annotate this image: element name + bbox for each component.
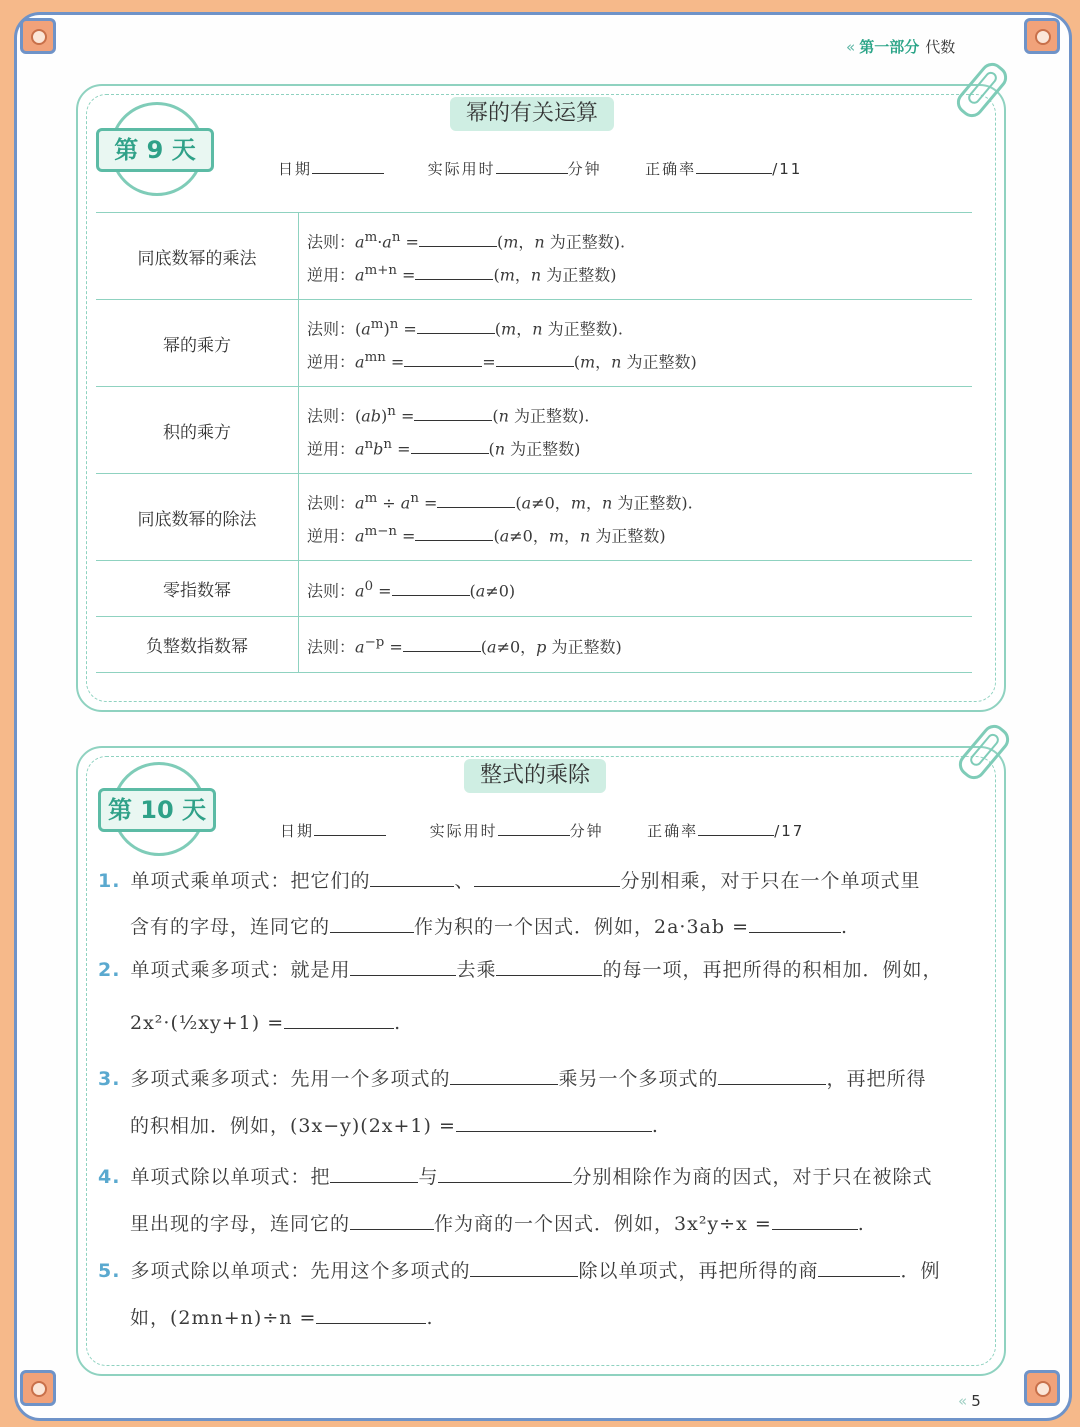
answer-blank[interactable] [419, 246, 497, 247]
question-5-line2 [130, 1305, 434, 1331]
question-text: . [394, 1012, 402, 1034]
answer-blank[interactable] [350, 975, 456, 976]
answer-blank[interactable] [417, 333, 495, 334]
rule-body [299, 387, 973, 474]
rule-line: 法则：(ab)$^n$ = (n 为正整数). [307, 403, 590, 425]
day-badge [96, 102, 212, 194]
answer-blank[interactable] [772, 1229, 858, 1230]
answer-blank[interactable] [718, 1084, 826, 1085]
section-header [846, 36, 955, 57]
question-3-line2 [130, 1113, 659, 1139]
table-row [96, 617, 972, 673]
part-label: 第一部分 [859, 38, 920, 56]
answer-blank[interactable] [496, 366, 574, 367]
question-text: 作为商的一个因式．例如，3x²y÷x = [434, 1213, 772, 1235]
answer-blank[interactable] [474, 886, 620, 887]
day-badge-label: 第 10 天 [98, 788, 216, 832]
question-text: . [651, 1115, 659, 1137]
answer-blank[interactable] [330, 1182, 418, 1183]
question-text: . [841, 916, 849, 938]
corner-ornament-icon [1024, 1370, 1060, 1406]
question-text: 多项式乘多项式：先用一个多项式的 [130, 1068, 451, 1090]
question-text: 单项式乘多项式：就是用 [130, 959, 351, 981]
accuracy-label: 正确率 [645, 160, 697, 178]
answer-blank[interactable] [370, 886, 454, 887]
day-badge [98, 762, 214, 854]
answer-blank[interactable] [414, 420, 492, 421]
question-text: 里出现的字母，连同它的 [130, 1213, 351, 1235]
rule-body [299, 617, 973, 673]
page-number: 5 [971, 1392, 981, 1410]
question-text: 乘另一个多项式的 [558, 1068, 719, 1090]
progress-meta [278, 158, 802, 179]
question-5 [98, 1258, 941, 1284]
total-count: /11 [772, 160, 803, 178]
table-row [96, 387, 972, 474]
question-number: 1. [98, 870, 121, 892]
progress-meta [280, 820, 804, 841]
date-blank[interactable] [312, 173, 384, 174]
question-text: 与 [418, 1166, 439, 1188]
accuracy-blank[interactable] [696, 173, 772, 174]
question-4 [98, 1164, 933, 1190]
corner-ornament-icon [20, 18, 56, 54]
answer-blank[interactable] [470, 1276, 578, 1277]
question-text: . [426, 1307, 434, 1329]
answer-blank[interactable] [437, 507, 515, 508]
question-number: 5. [98, 1260, 121, 1282]
page-footer [958, 1392, 981, 1410]
time-label: 实际用时 [429, 822, 498, 840]
rules-table [96, 212, 972, 673]
question-3 [98, 1066, 927, 1092]
table-row [96, 213, 972, 300]
answer-blank[interactable] [284, 1028, 394, 1029]
minutes-label: 分钟 [567, 160, 602, 178]
time-blank[interactable] [498, 835, 570, 836]
date-label: 日期 [278, 160, 313, 178]
question-text: 除以单项式，再把所得的商 [578, 1260, 819, 1282]
question-text: 多项式除以单项式：先用这个多项式的 [130, 1260, 471, 1282]
answer-blank[interactable] [749, 932, 841, 933]
answer-blank[interactable] [403, 651, 481, 652]
question-text: 去乘 [456, 959, 497, 981]
subject-label: 代数 [925, 38, 956, 56]
rule-line: 逆用：$a^{m-n} = (a\ne 0$，m，n 为正整数) [307, 524, 666, 546]
rule-name: 零指数幂 [96, 561, 299, 617]
question-text: 单项式除以单项式：把 [130, 1166, 331, 1188]
question-text: ．例 [900, 1260, 941, 1282]
question-text: 含有的字母，连同它的 [130, 916, 331, 938]
question-2 [98, 957, 943, 983]
topic-title: 幂的有关运算 [450, 97, 614, 131]
double-chevron-left-icon: « [846, 38, 856, 56]
answer-blank[interactable] [392, 595, 470, 596]
question-text: 如，(2mn+n)÷n = [130, 1307, 317, 1329]
question-text: 2x²·(½xy+1) = [130, 1012, 285, 1034]
rule-body [299, 213, 973, 300]
corner-ornament-icon [20, 1370, 56, 1406]
date-label: 日期 [280, 822, 315, 840]
rule-line: 法则：$a^m \div a^n = (a\ne 0$，m，n 为正整数). [307, 490, 693, 512]
answer-blank[interactable] [456, 1131, 652, 1132]
rule-line: 法则：$a^m\cdot a^n = (m$，n 为正整数). [307, 229, 626, 251]
answer-blank[interactable] [818, 1276, 900, 1277]
question-number: 3. [98, 1068, 121, 1090]
answer-blank[interactable] [496, 975, 602, 976]
table-row [96, 474, 972, 561]
question-text: . [857, 1213, 865, 1235]
question-text: 分别相乘，对于只在一个单项式里 [620, 870, 921, 892]
minutes-label: 分钟 [569, 822, 604, 840]
question-text: ，再把所得 [826, 1068, 927, 1090]
question-text: 、 [454, 870, 475, 892]
time-blank[interactable] [496, 173, 568, 174]
answer-blank[interactable] [330, 932, 414, 933]
table-row [96, 300, 972, 387]
answer-blank[interactable] [450, 1084, 558, 1085]
answer-blank[interactable] [316, 1323, 426, 1324]
rule-name: 积的乘方 [96, 387, 299, 474]
answer-blank[interactable] [438, 1182, 572, 1183]
question-number: 2. [98, 959, 121, 981]
rule-line: 法则：$(a^m)^n = (m$，n 为正整数). [307, 316, 623, 338]
accuracy-label: 正确率 [647, 822, 699, 840]
question-4-line2 [130, 1211, 865, 1237]
question-text: 分别相除作为商的因式，对于只在被除式 [572, 1166, 933, 1188]
rule-body [299, 474, 973, 561]
answer-blank[interactable] [411, 453, 489, 454]
question-text: 的积相加．例如，(3x−y)(2x+1) = [130, 1115, 456, 1137]
rule-name: 负整数指数幂 [96, 617, 299, 673]
rule-body [299, 300, 973, 387]
rule-body [299, 561, 973, 617]
rule-name: 同底数幂的除法 [96, 474, 299, 561]
time-label: 实际用时 [427, 160, 496, 178]
question-text: 的每一项，再把所得的积相加．例如， [602, 959, 943, 981]
question-text: 作为积的一个因式．例如，2a·3ab = [414, 916, 750, 938]
rule-line: 逆用：$a^{m+n} = (m$，n 为正整数) [307, 263, 617, 285]
topic-title: 整式的乘除 [464, 759, 606, 793]
answer-blank[interactable] [415, 540, 493, 541]
total-count: /17 [774, 822, 805, 840]
question-2-line2 [130, 1010, 401, 1036]
question-number: 4. [98, 1166, 121, 1188]
question-text: 单项式乘单项式：把它们的 [130, 870, 371, 892]
rule-line: 逆用：$a^nb^n = (n$ 为正整数) [307, 437, 581, 459]
double-chevron-left-icon: « [958, 1392, 968, 1410]
rule-name: 同底数幂的乘法 [96, 213, 299, 300]
question-1 [98, 868, 921, 894]
answer-blank[interactable] [415, 279, 493, 280]
accuracy-blank[interactable] [698, 835, 774, 836]
table-row [96, 561, 972, 617]
rule-line: 法则：$a^0 = (a\ne 0)$ [307, 578, 516, 601]
rule-name: 幂的乘方 [96, 300, 299, 387]
corner-ornament-icon [1024, 18, 1060, 54]
question-1-line2 [130, 914, 848, 940]
answer-blank[interactable] [404, 366, 482, 367]
answer-blank[interactable] [350, 1229, 434, 1230]
rule-line: 法则：$a^{-p} = (a\ne 0$，p 为正整数) [307, 634, 622, 657]
rule-line: 逆用：$a^{mn}$ = = (m，n 为正整数) [307, 350, 697, 372]
day-badge-label: 第 9 天 [96, 128, 214, 172]
date-blank[interactable] [314, 835, 386, 836]
